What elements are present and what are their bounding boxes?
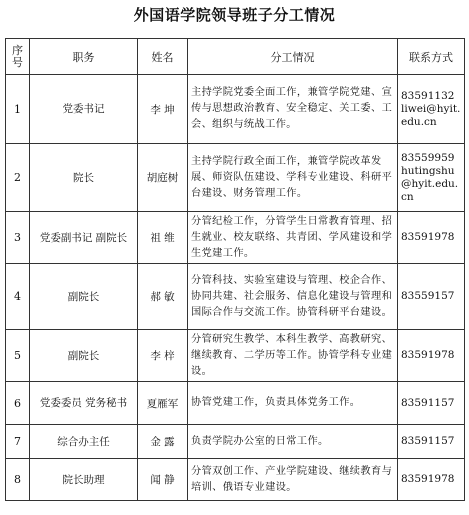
row-position: 副院长 (30, 264, 138, 330)
row-contact[interactable]: 83591978 (398, 330, 465, 382)
table-row (6, 382, 465, 425)
row-position: 党委委员 党务秘书 (30, 382, 138, 425)
row-contact[interactable]: 83591132 liwei@hyit.edu.cn (398, 75, 465, 144)
header-no (6, 39, 30, 75)
row-duty: 负责学院办公室的日常工作。 (188, 425, 398, 459)
row-name: 李 梓 (138, 330, 188, 382)
row-no: 3 (6, 212, 30, 264)
row-duty: 分管科技、实验室建设与管理、校企合作、协同共建、社会服务、信息化建设与管理和国际合作与交流工作。协管科研平台建设。 (188, 264, 398, 330)
row-contact[interactable]: 83559157 (398, 264, 465, 330)
row-position: 党委副书记 副院长 (30, 212, 138, 264)
row-no: 1 (6, 75, 30, 144)
row-position: 党委书记 (30, 75, 138, 144)
header-duty: 分工情况 (188, 39, 398, 75)
row-duty: 分管研究生教学、本科生教学、高教研究、继续教育、二学历等工作。协管学科专业建设。 (188, 330, 398, 382)
row-name: 金 露 (138, 425, 188, 459)
header-name: 姓名 (138, 39, 188, 75)
row-duty: 分管双创工作、产业学院建设、继续教育与培训、俄语专业建设。 (188, 459, 398, 501)
row-name: 夏雁军 (138, 382, 188, 425)
row-position: 副院长 (30, 330, 138, 382)
table-row (6, 425, 465, 459)
row-name: 郝 敏 (138, 264, 188, 330)
row-contact[interactable]: 83591157 (398, 382, 465, 425)
table-row (6, 330, 465, 382)
header-no-line2: 号 (12, 55, 23, 69)
row-duty: 主持学院行政全面工作，兼管学院改革发展、师资队伍建设、学科专业建设、科研平台建设、财务管理工作。 (188, 144, 398, 212)
header-contact: 联系方式 (398, 39, 465, 75)
row-name: 李 坤 (138, 75, 188, 144)
table-row (6, 212, 465, 264)
row-contact[interactable]: 83591978 (398, 459, 465, 501)
row-duty: 分管纪检工作，分管学生日常教育管理、招生就业、校友联络、共青团、学风建设和学生党建工作。 (188, 212, 398, 264)
row-contact[interactable]: 83591157 (398, 425, 465, 459)
table-row (6, 144, 465, 212)
row-no: 2 (6, 144, 30, 212)
row-no: 7 (6, 425, 30, 459)
page-title: 外国语学院领导班子分工情况 (133, 6, 336, 24)
row-contact[interactable]: 83559959 hutingshu@hyit.edu.cn (398, 144, 465, 212)
row-no: 4 (6, 264, 30, 330)
row-position: 院长 (30, 144, 138, 212)
row-name: 闻 静 (138, 459, 188, 501)
table-header-row (6, 39, 465, 75)
row-duty: 协管党建工作，负责具体党务工作。 (188, 382, 398, 425)
header-no-line1: 序 (12, 43, 23, 57)
row-no: 6 (6, 382, 30, 425)
table-row (6, 264, 465, 330)
header-position: 职务 (30, 39, 138, 75)
row-name: 胡庭树 (138, 144, 188, 212)
row-no: 5 (6, 330, 30, 382)
row-position: 综合办主任 (30, 425, 138, 459)
table-row (6, 459, 465, 501)
table-row (6, 75, 465, 144)
row-name: 祖 维 (138, 212, 188, 264)
row-contact[interactable]: 83591978 (398, 212, 465, 264)
row-position: 院长助理 (30, 459, 138, 501)
row-duty: 主持学院党委全面工作，兼管学院党建、宣传与思想政治教育、安全稳定、关工委、工会、组织与统战工作。 (188, 75, 398, 144)
row-no: 8 (6, 459, 30, 501)
leadership-table (5, 38, 465, 501)
